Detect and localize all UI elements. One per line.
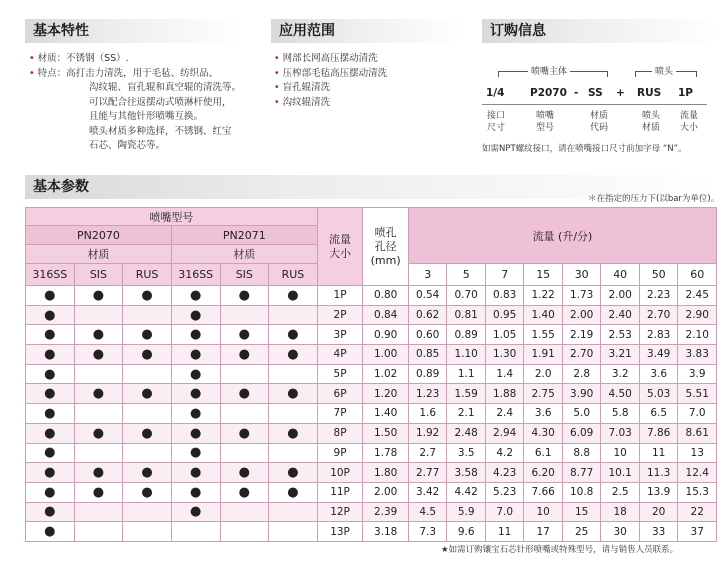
feature-line xyxy=(29,110,264,125)
pn2071-header: PN2071 xyxy=(171,226,317,245)
flow-cell: 2.4 xyxy=(485,404,524,424)
bullet-icon: • xyxy=(274,53,283,64)
available-dot: ● xyxy=(269,463,318,483)
orifice-cell: 1.80 xyxy=(363,463,409,483)
available-dot: ● xyxy=(123,423,172,443)
empty-cell xyxy=(123,404,172,424)
feature-text: 沟纹辊、盲孔辊和真空辊的清洗等。 xyxy=(89,82,242,93)
available-dot: ● xyxy=(269,325,318,345)
flow-cell: 3.2 xyxy=(601,364,640,384)
available-dot: ● xyxy=(269,384,318,404)
flow-cell: 2.40 xyxy=(601,305,640,325)
flow-cell: 2.19 xyxy=(562,325,601,345)
feature-line xyxy=(29,125,264,140)
flow-cell: 1.40 xyxy=(524,305,563,325)
flow-cell: 0.62 xyxy=(408,305,447,325)
material-col-header: 316SS xyxy=(171,264,220,286)
application-item xyxy=(274,81,464,96)
flow-cell: 3.6 xyxy=(524,404,563,424)
available-dot: ● xyxy=(26,423,75,443)
flow-size-cell: 4P xyxy=(317,345,363,365)
label-head-material: 喷头 材质 xyxy=(641,111,660,133)
flow-cell: 7.66 xyxy=(524,482,563,502)
empty-cell xyxy=(123,364,172,384)
bullet-icon: • xyxy=(274,82,283,93)
available-dot: ● xyxy=(220,482,269,502)
feature-line xyxy=(29,139,264,154)
flow-cell: 5.8 xyxy=(601,404,640,424)
code-dash: - xyxy=(574,87,579,99)
orifice-cell: 1.78 xyxy=(363,443,409,463)
available-dot: ● xyxy=(123,463,172,483)
model-header: 喷嘴型号 xyxy=(26,208,318,226)
order-code-diagram xyxy=(482,64,717,140)
flow-cell: 2.0 xyxy=(524,364,563,384)
empty-cell xyxy=(74,502,123,522)
flow-cell: 4.2 xyxy=(485,443,524,463)
flow-cell: 2.94 xyxy=(485,423,524,443)
flow-cell: 0.60 xyxy=(408,325,447,345)
pressure-note: ＊在指定的压力下(以bar为单位)。 xyxy=(588,194,720,204)
available-dot: ● xyxy=(269,345,318,365)
flow-cell: 7.03 xyxy=(601,423,640,443)
flow-cell: 2.90 xyxy=(678,305,717,325)
flow-cell: 4.23 xyxy=(485,463,524,483)
available-dot: ● xyxy=(26,522,75,542)
application-text: 沟纹辊清洗 xyxy=(282,96,331,108)
flow-cell: 4.5 xyxy=(408,502,447,522)
flow-cell: 2.23 xyxy=(639,286,678,306)
empty-cell xyxy=(74,305,123,325)
empty-cell xyxy=(269,443,318,463)
available-dot: ● xyxy=(171,423,220,443)
available-dot: ● xyxy=(74,463,123,483)
feature-text: 可以配合往返摆动式喷淋杆使用， xyxy=(89,96,232,108)
application-item xyxy=(274,52,464,67)
material-header-2071: 材质 xyxy=(171,245,317,264)
spec-body xyxy=(26,286,717,542)
flow-cell: 2.70 xyxy=(562,345,601,365)
params-title: 基本参数 xyxy=(25,175,717,199)
flow-cell: 1.05 xyxy=(485,325,524,345)
available-dot: ● xyxy=(123,345,172,365)
spec-table xyxy=(25,207,717,542)
flow-cell: 11 xyxy=(485,522,524,542)
empty-cell xyxy=(74,522,123,542)
feature-line xyxy=(29,67,264,82)
flow-cell: 7.0 xyxy=(485,502,524,522)
empty-cell xyxy=(220,364,269,384)
empty-cell xyxy=(220,305,269,325)
application-item xyxy=(274,96,464,111)
flow-size-cell: 10P xyxy=(317,463,363,483)
flow-cell: 7.3 xyxy=(408,522,447,542)
flow-cell: 5.23 xyxy=(485,482,524,502)
flow-cell: 2.00 xyxy=(562,305,601,325)
orifice-cell: 2.00 xyxy=(363,482,409,502)
flow-cell: 6.09 xyxy=(562,423,601,443)
flow-cell: 3.6 xyxy=(639,364,678,384)
flow-cell: 2.7 xyxy=(408,443,447,463)
flow-size-header: 流量 大小 xyxy=(317,208,363,286)
available-dot: ● xyxy=(269,286,318,306)
flow-cell: 2.77 xyxy=(408,463,447,483)
flow-cell: 0.83 xyxy=(485,286,524,306)
available-dot: ● xyxy=(123,482,172,502)
feature-text: 特点：高打击力清洗，用于毛毡、纺织品、 xyxy=(37,67,219,79)
available-dot: ● xyxy=(220,423,269,443)
flow-cell: 1.88 xyxy=(485,384,524,404)
npt-note: 如需NPT螺纹接口，请在喷嘴接口尺寸前加字母 “N”。 xyxy=(482,144,687,154)
flow-size-cell: 1P xyxy=(317,286,363,306)
empty-cell xyxy=(123,502,172,522)
flow-cell: 0.85 xyxy=(408,345,447,365)
flow-cell: 1.1 xyxy=(447,364,486,384)
available-dot: ● xyxy=(74,286,123,306)
flow-size-cell: 7P xyxy=(317,404,363,424)
available-dot: ● xyxy=(74,482,123,502)
code-connector: 1/4 xyxy=(486,87,505,99)
available-dot: ● xyxy=(26,404,75,424)
flow-cell: 1.30 xyxy=(485,345,524,365)
available-dot: ● xyxy=(74,384,123,404)
available-dot: ● xyxy=(220,325,269,345)
pressure-col-header: 30 xyxy=(562,264,601,286)
flow-cell: 10.8 xyxy=(562,482,601,502)
orifice-cell: 1.02 xyxy=(363,364,409,384)
flow-cell: 2.00 xyxy=(601,286,640,306)
flow-cell: 6.20 xyxy=(524,463,563,483)
code-rule xyxy=(482,104,707,105)
flow-cell: 13.9 xyxy=(639,482,678,502)
flow-cell: 15.3 xyxy=(678,482,717,502)
flow-cell: 2.48 xyxy=(447,423,486,443)
available-dot: ● xyxy=(171,502,220,522)
flow-cell: 4.30 xyxy=(524,423,563,443)
available-dot: ● xyxy=(171,305,220,325)
empty-cell xyxy=(269,364,318,384)
flow-cell: 5.03 xyxy=(639,384,678,404)
flow-size-cell: 8P xyxy=(317,423,363,443)
flow-cell: 0.89 xyxy=(447,325,486,345)
flow-header: 流量 (升/分) xyxy=(408,208,716,264)
flow-cell: 1.23 xyxy=(408,384,447,404)
features-title: 基本特性 xyxy=(25,19,240,43)
pressure-col-header: 3 xyxy=(408,264,447,286)
table-row xyxy=(26,325,717,345)
flow-cell: 0.70 xyxy=(447,286,486,306)
flow-cell: 1.6 xyxy=(408,404,447,424)
flow-cell: 7.0 xyxy=(678,404,717,424)
flow-cell: 3.58 xyxy=(447,463,486,483)
flow-cell: 6.1 xyxy=(524,443,563,463)
flow-cell: 0.89 xyxy=(408,364,447,384)
flow-cell: 8.61 xyxy=(678,423,717,443)
flow-cell: 5.0 xyxy=(562,404,601,424)
flow-size-cell: 6P xyxy=(317,384,363,404)
available-dot: ● xyxy=(26,482,75,502)
material-col-header: RUS xyxy=(123,264,172,286)
flow-cell: 2.5 xyxy=(601,482,640,502)
flow-cell: 1.92 xyxy=(408,423,447,443)
orifice-cell: 2.39 xyxy=(363,502,409,522)
pressure-col-header: 5 xyxy=(447,264,486,286)
available-dot: ● xyxy=(171,345,220,365)
orifice-cell: 0.84 xyxy=(363,305,409,325)
flow-cell: 1.10 xyxy=(447,345,486,365)
code-plus: + xyxy=(616,87,625,99)
available-dot: ● xyxy=(26,345,75,365)
features-list xyxy=(29,52,264,154)
flow-size-cell: 2P xyxy=(317,305,363,325)
flow-cell: 6.5 xyxy=(639,404,678,424)
feature-line xyxy=(29,96,264,111)
code-model: P2070 xyxy=(530,87,567,99)
empty-cell xyxy=(123,522,172,542)
empty-cell xyxy=(74,443,123,463)
available-dot: ● xyxy=(74,325,123,345)
available-dot: ● xyxy=(74,423,123,443)
flow-cell: 3.9 xyxy=(678,364,717,384)
feature-text: 喷头材质多种选择，不锈钢、红宝 xyxy=(89,125,232,137)
table-row xyxy=(26,522,717,542)
pressure-col-header: 15 xyxy=(524,264,563,286)
flow-cell: 2.45 xyxy=(678,286,717,306)
empty-cell xyxy=(269,522,318,542)
code-head-material: RUS xyxy=(637,87,662,99)
flow-cell: 0.81 xyxy=(447,305,486,325)
empty-cell xyxy=(123,305,172,325)
available-dot: ● xyxy=(269,423,318,443)
label-flow: 流量 大小 xyxy=(679,111,698,133)
flow-cell: 2.8 xyxy=(562,364,601,384)
table-row xyxy=(26,384,717,404)
available-dot: ● xyxy=(220,286,269,306)
available-dot: ● xyxy=(123,286,172,306)
flow-cell: 1.22 xyxy=(524,286,563,306)
flow-cell: 22 xyxy=(678,502,717,522)
orifice-cell: 0.90 xyxy=(363,325,409,345)
empty-cell xyxy=(269,502,318,522)
material-col-header: RUS xyxy=(269,264,318,286)
application-text: 网部长网高压摆动清洗 xyxy=(282,53,378,64)
empty-cell xyxy=(171,522,220,542)
pressure-col-header: 7 xyxy=(485,264,524,286)
flow-size-cell: 5P xyxy=(317,364,363,384)
body-group-label: 喷嘴主体 xyxy=(528,64,570,77)
feature-line xyxy=(29,52,264,67)
flow-cell: 15 xyxy=(562,502,601,522)
label-model: 喷嘴 型号 xyxy=(535,111,554,133)
orifice-header: 喷孔 孔径 (mm) xyxy=(363,208,409,286)
bullet-icon: • xyxy=(274,96,283,108)
material-col-header: 316SS xyxy=(26,264,75,286)
available-dot: ● xyxy=(220,463,269,483)
empty-cell xyxy=(74,364,123,384)
bottom-note: ★如需订购镶宝石芯针形喷嘴或特殊型号，请与销售人员联系。 xyxy=(441,545,679,555)
available-dot: ● xyxy=(220,384,269,404)
flow-cell: 10 xyxy=(524,502,563,522)
ordering-title: 订购信息 xyxy=(482,19,717,43)
flow-cell: 2.10 xyxy=(678,325,717,345)
flow-cell: 1.91 xyxy=(524,345,563,365)
table-row xyxy=(26,443,717,463)
flow-cell: 0.54 xyxy=(408,286,447,306)
flow-cell: 2.53 xyxy=(601,325,640,345)
code-flow: 1P xyxy=(678,87,694,99)
available-dot: ● xyxy=(171,443,220,463)
flow-size-cell: 3P xyxy=(317,325,363,345)
flow-cell: 9.6 xyxy=(447,522,486,542)
flow-cell: 4.42 xyxy=(447,482,486,502)
feature-text: 材质：不锈钢（SS）. xyxy=(37,53,129,64)
application-item xyxy=(274,67,464,82)
orifice-cell: 0.80 xyxy=(363,286,409,306)
flow-cell: 10 xyxy=(601,443,640,463)
applications-list xyxy=(274,52,464,110)
flow-cell: 20 xyxy=(639,502,678,522)
table-row xyxy=(26,502,717,522)
orifice-cell: 3.18 xyxy=(363,522,409,542)
flow-size-cell: 12P xyxy=(317,502,363,522)
orifice-cell: 1.40 xyxy=(363,404,409,424)
available-dot: ● xyxy=(26,305,75,325)
code-material: SS xyxy=(588,87,603,99)
flow-cell: 0.95 xyxy=(485,305,524,325)
available-dot: ● xyxy=(74,345,123,365)
available-dot: ● xyxy=(171,482,220,502)
pressure-col-header: 60 xyxy=(678,264,717,286)
available-dot: ● xyxy=(269,482,318,502)
flow-cell: 1.55 xyxy=(524,325,563,345)
flow-cell: 11.3 xyxy=(639,463,678,483)
flow-cell: 5.9 xyxy=(447,502,486,522)
bullet-icon: • xyxy=(29,67,38,79)
material-header-2070: 材质 xyxy=(26,245,172,264)
available-dot: ● xyxy=(26,384,75,404)
available-dot: ● xyxy=(123,384,172,404)
empty-cell xyxy=(269,404,318,424)
table-row xyxy=(26,345,717,365)
flow-cell: 25 xyxy=(562,522,601,542)
empty-cell xyxy=(220,522,269,542)
application-text: 盲孔辊清洗 xyxy=(282,82,331,93)
table-row xyxy=(26,463,717,483)
flow-cell: 7.86 xyxy=(639,423,678,443)
feature-text: 且能与其他针形喷嘴互换。 xyxy=(89,111,204,122)
table-row xyxy=(26,286,717,306)
table-row xyxy=(26,404,717,424)
flow-cell: 1.59 xyxy=(447,384,486,404)
available-dot: ● xyxy=(26,286,75,306)
label-material: 材质 代码 xyxy=(589,111,608,133)
flow-cell: 3.83 xyxy=(678,345,717,365)
table-row xyxy=(26,482,717,502)
available-dot: ● xyxy=(171,404,220,424)
flow-size-cell: 11P xyxy=(317,482,363,502)
table-row xyxy=(26,423,717,443)
bullet-icon: • xyxy=(29,53,38,64)
available-dot: ● xyxy=(171,286,220,306)
flow-cell: 13 xyxy=(678,443,717,463)
label-connector: 接口 尺寸 xyxy=(486,111,505,133)
flow-cell: 30 xyxy=(601,522,640,542)
flow-size-cell: 9P xyxy=(317,443,363,463)
head-group-label: 喷头 xyxy=(652,64,676,77)
available-dot: ● xyxy=(171,384,220,404)
flow-cell: 1.4 xyxy=(485,364,524,384)
flow-cell: 3.49 xyxy=(639,345,678,365)
material-col-header: SIS xyxy=(74,264,123,286)
application-text: 压榨部毛毡高压摆动清洗 xyxy=(282,67,388,79)
available-dot: ● xyxy=(26,502,75,522)
flow-cell: 2.1 xyxy=(447,404,486,424)
flow-size-cell: 13P xyxy=(317,522,363,542)
flow-cell: 3.42 xyxy=(408,482,447,502)
available-dot: ● xyxy=(123,325,172,345)
feature-line xyxy=(29,81,264,96)
available-dot: ● xyxy=(26,463,75,483)
available-dot: ● xyxy=(171,325,220,345)
flow-cell: 37 xyxy=(678,522,717,542)
orifice-cell: 1.20 xyxy=(363,384,409,404)
flow-cell: 3.5 xyxy=(447,443,486,463)
available-dot: ● xyxy=(26,325,75,345)
flow-cell: 33 xyxy=(639,522,678,542)
bullet-icon: • xyxy=(274,67,283,79)
table-row xyxy=(26,364,717,384)
empty-cell xyxy=(220,404,269,424)
flow-cell: 18 xyxy=(601,502,640,522)
pressure-col-header: 40 xyxy=(601,264,640,286)
flow-cell: 3.21 xyxy=(601,345,640,365)
empty-cell xyxy=(123,443,172,463)
available-dot: ● xyxy=(220,345,269,365)
material-col-header: SIS xyxy=(220,264,269,286)
flow-cell: 11 xyxy=(639,443,678,463)
empty-cell xyxy=(220,502,269,522)
flow-cell: 4.50 xyxy=(601,384,640,404)
flow-cell: 12.4 xyxy=(678,463,717,483)
available-dot: ● xyxy=(171,463,220,483)
flow-cell: 3.90 xyxy=(562,384,601,404)
flow-cell: 1.73 xyxy=(562,286,601,306)
flow-cell: 5.51 xyxy=(678,384,717,404)
flow-cell: 8.77 xyxy=(562,463,601,483)
pressure-col-header: 50 xyxy=(639,264,678,286)
flow-cell: 2.70 xyxy=(639,305,678,325)
flow-cell: 10.1 xyxy=(601,463,640,483)
empty-cell xyxy=(220,443,269,463)
orifice-cell: 1.00 xyxy=(363,345,409,365)
flow-cell: 2.75 xyxy=(524,384,563,404)
table-row xyxy=(26,305,717,325)
flow-cell: 17 xyxy=(524,522,563,542)
applications-title: 应用范围 xyxy=(271,19,461,43)
empty-cell xyxy=(74,404,123,424)
empty-cell xyxy=(269,305,318,325)
available-dot: ● xyxy=(26,364,75,384)
available-dot: ● xyxy=(26,443,75,463)
flow-cell: 8.8 xyxy=(562,443,601,463)
pn2070-header: PN2070 xyxy=(26,226,172,245)
orifice-cell: 1.50 xyxy=(363,423,409,443)
feature-text: 石芯、陶瓷芯等。 xyxy=(89,140,166,151)
flow-cell: 2.83 xyxy=(639,325,678,345)
available-dot: ● xyxy=(171,364,220,384)
